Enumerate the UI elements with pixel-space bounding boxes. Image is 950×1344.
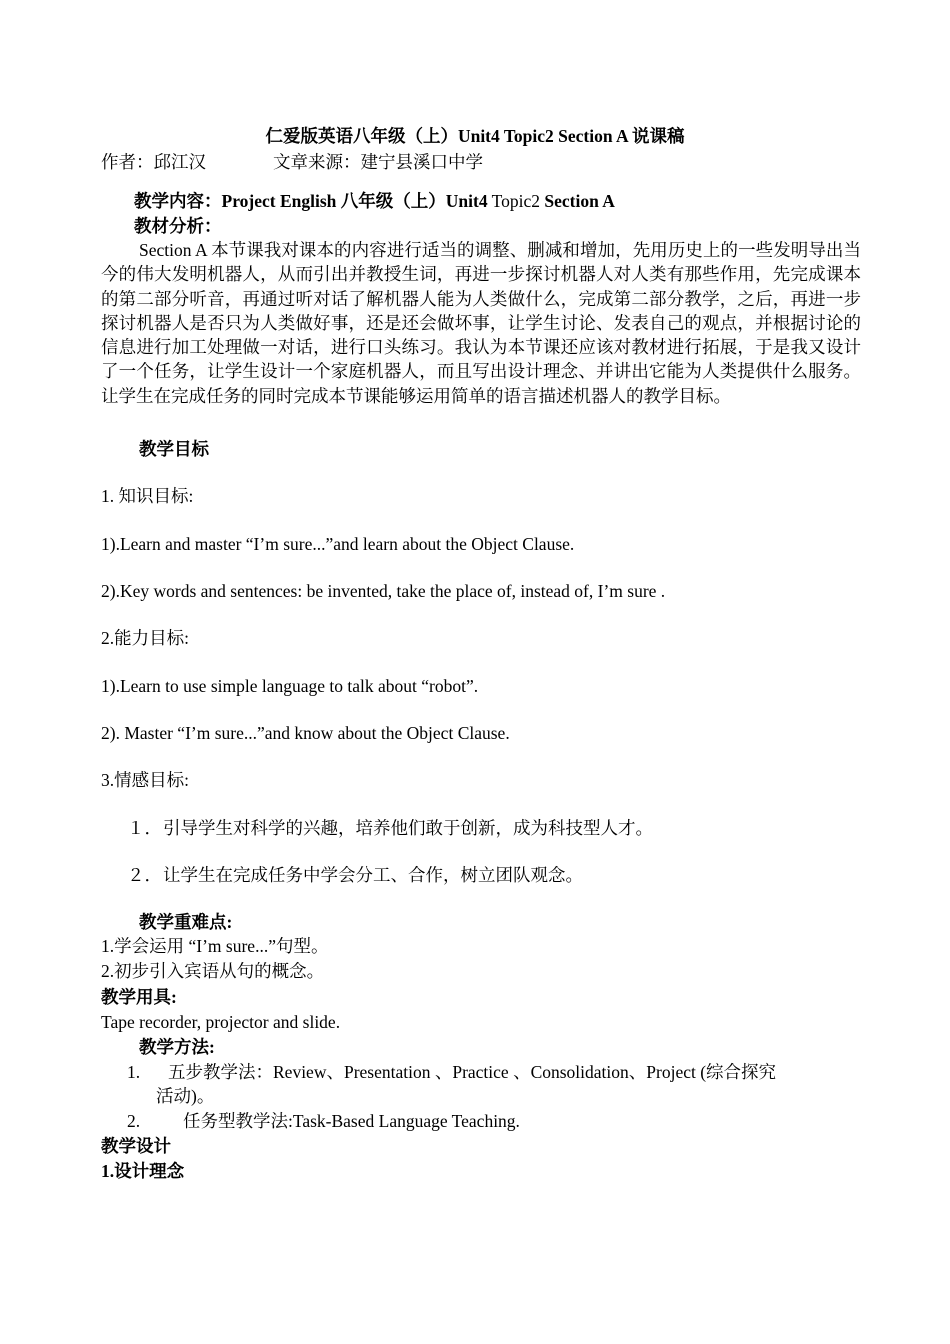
design-heading: 教学设计 [101,1136,171,1156]
key-point-item-2: 2.初步引入宾语从句的概念。 [101,961,325,981]
emotion-item-number: ２． [127,865,162,885]
document-title: 仁爱版英语八年级（上）Unit4 Topic2 Section A 说课稿 [265,126,685,146]
emotion-item-1 [127,816,653,840]
source: 文章来源：建宁县溪口中学 [273,152,483,172]
source-line [273,150,483,174]
method-item-text: 五步教学法：Review、Presentation 、Practice 、Consolidation、Project (综合探究 [168,1062,777,1082]
tools-text: Tape recorder, projector and slide. [101,1012,341,1032]
knowledge-item-2: 2).Key words and sentences: be invented, take the place of, instead of, I’m sure . [101,581,666,601]
key-points-heading: 教学重难点: [139,912,233,932]
method-item-1-continuation: 活动)。 [156,1086,215,1106]
emotion-item-text: 让学生在完成任务中学会分工、合作，树立团队观念。 [163,865,583,885]
content-label: 教学内容： [134,191,222,211]
tools-heading: 教学用具: [101,987,177,1007]
ability-label: 2.能力目标: [101,628,189,648]
analysis-paragraph: Section A 本节课我对课本的内容进行适当的调整、删减和增加，先用历史上的一些发明导出当今的伟大发明机器人，从而引出并教授生词，再进一步探讨机器人对人类有那些作用，先完成课本的第二部分听音，再通过听对话了解机器人能为人类做什么，完成第二部分教学，之后，再进一步探讨机器人是否只为人类做好事，还是还会做坏事，让学生讨论、发表自己的观点，并根据讨论的信息进行加工处理做一对话，进行口头练习。我认为本节课还应该对教材进行拓展，于是我又设计了一个任务，让学生设计一个家庭机器人，而且写出设计理念、并讲出它能为人类提供什么服务。让学生在完成任务的同时完成本节课能够运用简单的语言描述机器人的教学目标。 [101,240,861,406]
method-item-number: 2. [127,1111,141,1131]
methods-heading: 教学方法: [139,1037,215,1057]
knowledge-label: 1. 知识目标: [101,486,194,506]
knowledge-item-1: 1).Learn and master “I’m sure...”and learn about the Object Clause. [101,534,575,554]
content-value-b: Topic2 [487,191,545,211]
emotion-item-number: １． [127,818,162,838]
ability-item-2: 2). Master “I’m sure...”and know about the Object Clause. [101,723,510,743]
content-value-a: Project English 八年级（上）Unit4 [221,191,488,211]
analysis-heading: 教材分析： [134,216,222,236]
ability-item-1: 1).Learn to use simple language to talk about “robot”. [101,676,479,696]
key-point-item-1: 1.学会运用 “I’m sure...”句型。 [101,936,329,956]
objectives-heading: 教学目标 [139,439,209,459]
emotion-item-text: 引导学生对科学的兴趣，培养他们敢于创新，成为科技型人才。 [163,818,653,838]
content-value-c: Section A [544,191,615,211]
design-subheading: 1.设计理念 [101,1161,185,1181]
emotion-item-2 [127,863,583,887]
author: 作者：邱江汉 [101,152,206,172]
method-item-number: 1. [127,1062,141,1082]
emotion-label: 3.情感目标: [101,770,189,790]
method-item-text: 任务型教学法:Task-Based Language Teaching. [183,1111,520,1131]
method-item-2 [127,1109,520,1133]
author-line [101,150,206,174]
content-heading [134,189,615,213]
method-item-1 [127,1060,776,1084]
